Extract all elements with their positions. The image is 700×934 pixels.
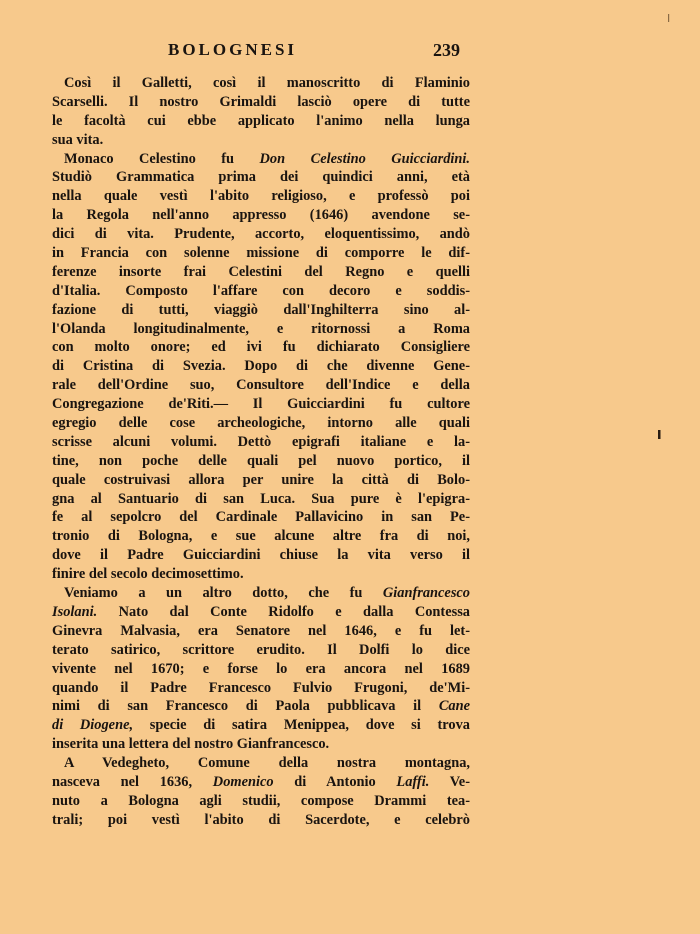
text-line: Scarselli. Il nostro Grimaldi lasciò opere di tutte: [52, 93, 470, 110]
paragraph: [52, 150, 470, 584]
text-line: l'Olanda longitudinalmente, e ritornossi a Roma: [52, 320, 470, 337]
italic-text: Don Celestino Guicciardini.: [259, 150, 470, 167]
text-line: [52, 773, 470, 792]
text-line: di Cristina di Svezia. Dopo di che divenne Gene-: [52, 358, 470, 375]
paragraph: [52, 584, 470, 754]
text-line: quale costruivasi allora per unire la città di Bolo-: [52, 471, 470, 488]
text-line: [52, 697, 470, 716]
text-line: sua vita.: [52, 131, 104, 148]
text-line: Studiò Grammatica prima dei quindici anni, età: [52, 169, 470, 186]
text-line: la Regola nell'anno appresso (1646) avendone se-: [52, 207, 470, 224]
text-line: trali; poi vestì l'abito di Sacerdote, e celebrò: [52, 811, 470, 828]
text-run: Monaco Celestino fu: [64, 150, 260, 167]
italic-text: Isolani.: [52, 603, 98, 620]
text-line: nella quale vestì l'abito religioso, e professò poi: [52, 188, 470, 205]
text-line: [52, 603, 470, 622]
text-line: inserita una lettera del nostro Gianfrancesco.: [52, 736, 330, 753]
page-number: 239: [433, 40, 460, 60]
body-text: [52, 74, 470, 830]
text-line: dici di vita. Prudente, accorto, eloquentissimo, andò: [52, 226, 470, 243]
text-line: Congregazione de'Riti.— Il Guicciardini fu cultore: [52, 396, 470, 413]
text-line: dove il Padre Guicciardini chiuse la vita verso il: [52, 547, 470, 564]
text-line: Così il Galletti, così il manoscritto di Flaminio: [64, 75, 470, 91]
text-line: [52, 584, 470, 603]
text-line: con molto onore; ed ivi fu dichiarato Consigliere: [52, 339, 470, 356]
text-line: tronio di Bologna, e sue alcune altre fra di noi,: [52, 528, 470, 545]
italic-text: Gianfrancesco: [382, 585, 470, 602]
text-line: gna al Santuario di san Luca. Sua pure è l'epigra-: [52, 490, 470, 507]
text-line: Ginevra Malvasia, era Senatore nel 1646, e fu let-: [52, 622, 470, 639]
text-run: Nato dal Conte Ridolfo e dalla Contessa: [97, 603, 470, 620]
italic-text: Domenico: [212, 773, 274, 790]
text-line: finire del secolo decimosettimo.: [52, 566, 244, 583]
text-line: fazione di tutti, viaggiò dall'Inghilterra sino al-: [52, 301, 470, 318]
text-line: vivente nel 1670; e forse lo era ancora nel 1689: [52, 660, 470, 677]
paragraph: [52, 754, 470, 830]
text-line: le facoltà cui ebbe applicato l'animo nella lunga: [52, 112, 470, 129]
text-line: d'Italia. Composto l'affare con decoro e soddis-: [52, 282, 470, 299]
text-line: nuto a Bologna agli studii, compose Drammi tea-: [52, 792, 470, 809]
ink-speck: [658, 430, 661, 439]
text-run: specie di satira Menippea, dove si trova: [133, 717, 470, 734]
ink-speck: [668, 14, 669, 22]
text-line: scrisse alcuni volumi. Dettò epigrafi italiane e la-: [52, 433, 470, 450]
paragraph: [52, 74, 470, 150]
page-header: [168, 36, 460, 64]
text-line: ferenze insorte frai Celestini del Regno e quelli: [52, 263, 470, 280]
text-line: [52, 716, 470, 735]
text-run: di Antonio: [273, 773, 397, 790]
text-line: terato satirico, scrittore erudito. Il Dolfi lo dice: [52, 641, 470, 658]
text-run: nasceva nel 1636,: [52, 773, 213, 790]
text-line: egregio delle cose archeologiche, intorno alle quali: [52, 415, 470, 432]
italic-text: Cane: [438, 698, 470, 715]
italic-text: di Diogene,: [52, 717, 134, 734]
running-head: BOLOGNESI: [168, 40, 298, 59]
text-line: A Vedegheto, Comune della nostra montagna,: [64, 755, 470, 772]
text-line: fe al sepolcro del Cardinale Pallavicino in san Pe-: [52, 509, 470, 526]
text-run: nimi di san Francesco di Paola pubblicava il: [52, 698, 439, 715]
text-run: Veniamo a un altro dotto, che fu: [64, 585, 383, 602]
text-line: in Francia con solenne missione di comporre le dif-: [52, 245, 470, 262]
text-line: tine, non poche delle quali pel nuovo portico, il: [52, 452, 470, 469]
text-line: [52, 150, 470, 169]
text-line: quando il Padre Francesco Fulvio Frugoni, de'Mi-: [52, 679, 470, 696]
text-line: rale dell'Ordine suo, Consultore dell'Indice e della: [52, 377, 470, 394]
italic-text: Laffi.: [396, 773, 430, 790]
text-run: Ve-: [429, 773, 470, 790]
